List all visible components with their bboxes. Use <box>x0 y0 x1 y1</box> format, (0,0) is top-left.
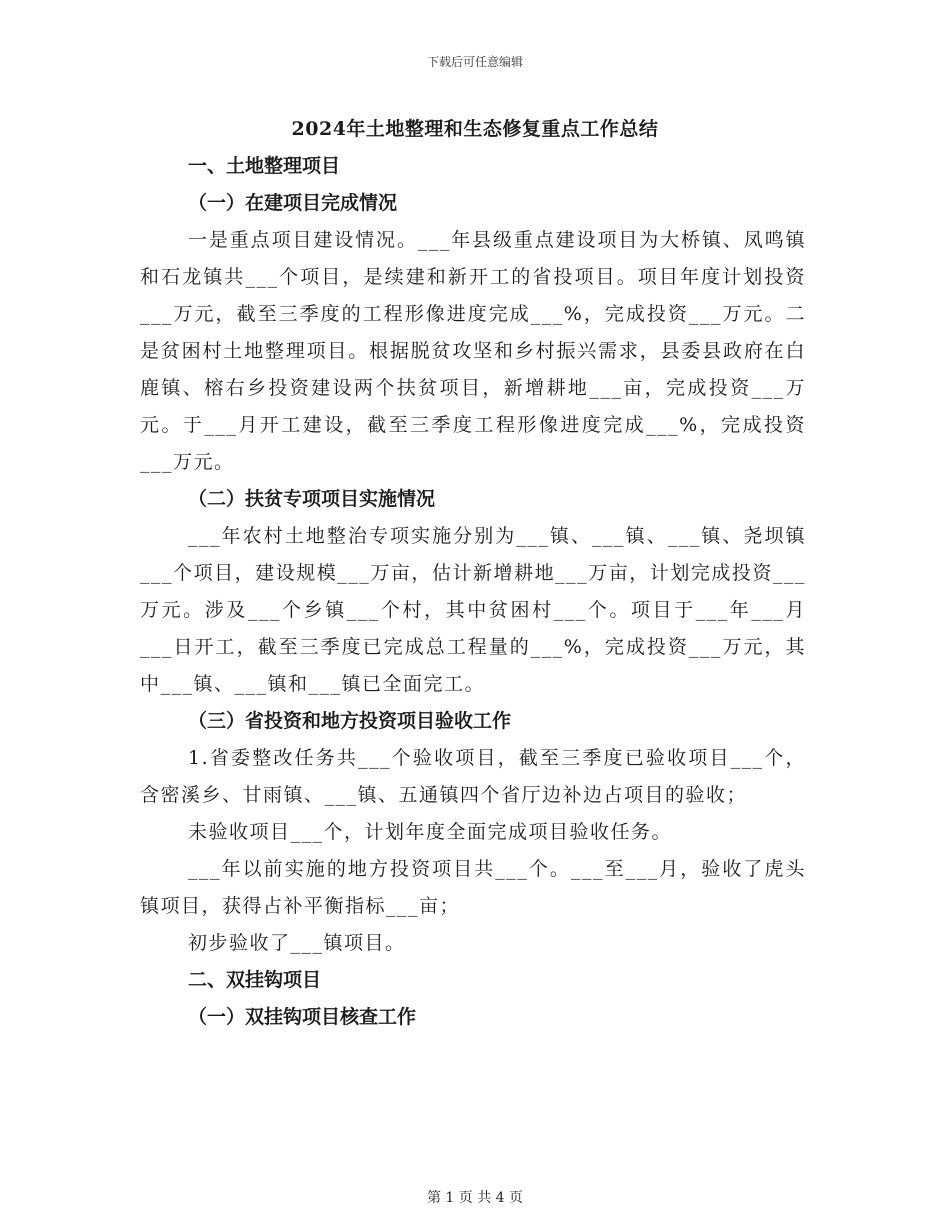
paragraph-1-3-b: 未验收项目___个，计划年度全面完成项目验收任务。 <box>188 821 673 843</box>
subsection-heading-1-1: （一）在建项目完成情况 <box>188 192 398 214</box>
page-footer: 第 1 页 共 4 页 <box>426 1190 524 1206</box>
paragraph-1-3-a: 1.省委整改任务共___个验收项目，截至三季度已验收项目___个，含密溪乡、甘雨镇、___镇、五通镇四个省厅边补边占项目的验收； <box>140 747 806 806</box>
paragraph-1-3-d: 初步验收了___镇项目。 <box>188 932 406 954</box>
subsection-heading-2-1: （一）双挂钩项目核查工作 <box>188 1006 417 1028</box>
subsection-heading-1-3: （三）省投资和地方投资项目验收工作 <box>188 710 512 732</box>
document-title: 2024年土地整理和生态修复重点工作总结 <box>291 118 659 140</box>
paragraph-1-3-c: ___年以前实施的地方投资项目共___个。___至___月，验收了虎头镇项目，获得占补平衡指标___亩； <box>140 858 806 917</box>
paragraph-1-2: ___年农村土地整治专项实施分别为___镇、___镇、___镇、尧坝镇___个项目，建设规模___万亩，估计新增耕地___万亩，计划完成投资___万元。涉及___个乡镇___个村，其中贫困村___个。项目于___年___月___日开工，截至三季度已完成总工程量的___%，完成投资___万元，其中___镇、___镇和___镇已全面完工。 <box>140 525 806 695</box>
header-note: 下载后可任意编辑 <box>426 55 523 69</box>
subsection-heading-1-2: （二）扶贫专项项目实施情况 <box>188 488 436 510</box>
section-heading-1: 一、土地整理项目 <box>188 155 341 177</box>
paragraph-1-1: 一是重点项目建设情况。___年县级重点建设项目为大桥镇、凤鸣镇和石龙镇共___个项目，是续建和新开工的省投项目。项目年度计划投资___万元，截至三季度的工程形像进度完成___%，完成投资___万元。二是贫困村土地整理项目。根据脱贫攻坚和乡村振兴需求，县委县政府在白鹿镇、榕右乡投资建设两个扶贫项目，新增耕地___亩，完成投资___万元。于___月开工建设，截至三季度工程形像进度完成___%，完成投资___万元。 <box>140 229 806 473</box>
section-heading-2: 二、双挂钩项目 <box>188 969 322 991</box>
document-body <box>140 148 806 1036</box>
